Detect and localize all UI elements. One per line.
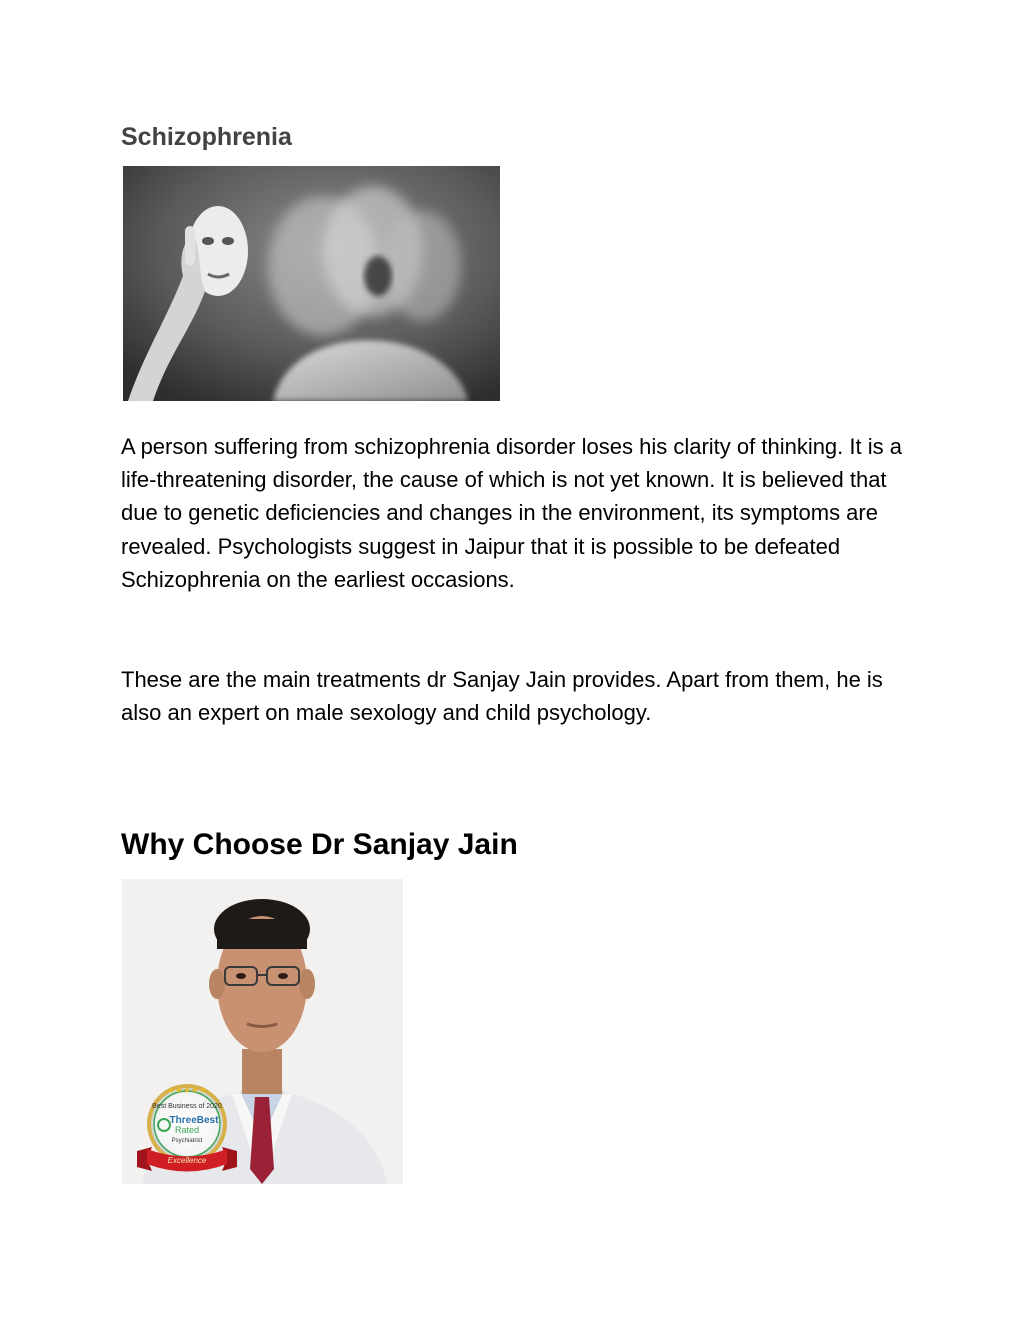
schizophrenia-photo-graphic xyxy=(123,166,500,401)
treatments-summary: These are the main treatments dr Sanjay Jain provides. Apart from them, he is also an expert on male sexology and child psychology. xyxy=(121,667,883,726)
badge-category-text: Psychiatrist xyxy=(171,1138,203,1144)
schizophrenia-description: A person suffering from schizophrenia disorder loses his clarity of thinking. It is a life-threatening disorder, the cause of which is not yet known. It is believed that due to genetic deficiencies and changes in the environment, its symptoms are revealed. Psychologists suggest in Jaipur that it is possible to be defeated Schizophrenia on the earliest occasions. xyxy=(121,434,902,592)
doctor-portrait xyxy=(122,879,403,1184)
doctor-photo-graphic xyxy=(122,879,403,1184)
why-choose-heading: Why Choose Dr Sanjay Jain xyxy=(121,828,518,861)
badge-ribbon-text: Excellence xyxy=(167,1156,207,1165)
schizophrenia-illustration xyxy=(123,166,500,401)
badge-rated-text: Rated xyxy=(174,1125,200,1135)
section-heading: Schizophrenia xyxy=(121,123,292,151)
badge-stars-icon: ★★★★★ xyxy=(166,1085,208,1095)
badge-brand-text: ThreeBest xyxy=(169,1115,219,1126)
badge-year-text: Best Business of 2020 xyxy=(152,1103,222,1110)
